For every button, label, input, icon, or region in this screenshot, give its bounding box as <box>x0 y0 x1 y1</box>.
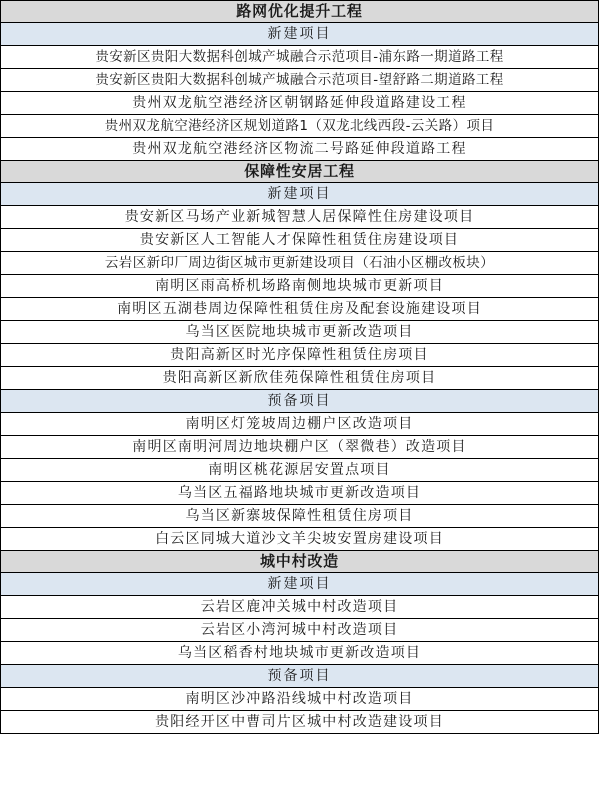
project-row <box>1 367 599 390</box>
group-label: 新建项目 <box>1 23 599 46</box>
project-row <box>1 46 599 69</box>
project-table-body <box>1 1 599 734</box>
group-label: 新建项目 <box>1 573 599 596</box>
project-name: 云岩区新印厂周边街区城市更新建设项目（石油小区棚改板块） <box>1 252 599 275</box>
project-row <box>1 252 599 275</box>
group-label: 预备项目 <box>1 665 599 688</box>
project-row <box>1 344 599 367</box>
group-row <box>1 665 599 688</box>
project-name: 贵阳高新区时光序保障性租赁住房项目 <box>1 344 599 367</box>
project-row <box>1 642 599 665</box>
project-name: 南明区雨高桥机场路南侧地块城市更新项目 <box>1 275 599 298</box>
group-row <box>1 23 599 46</box>
project-name: 贵安新区人工智能人才保障性租赁住房建设项目 <box>1 229 599 252</box>
project-name: 乌当区五福路地块城市更新改造项目 <box>1 482 599 505</box>
project-name: 贵阳经开区中曹司片区城中村改造建设项目 <box>1 711 599 734</box>
project-name: 南明区灯笼坡周边棚户区改造项目 <box>1 413 599 436</box>
group-label: 新建项目 <box>1 183 599 206</box>
project-name: 南明区南明河周边地块棚户区（翠微巷）改造项目 <box>1 436 599 459</box>
project-row <box>1 69 599 92</box>
category-row <box>1 1 599 23</box>
project-row <box>1 298 599 321</box>
project-row <box>1 528 599 551</box>
project-row <box>1 138 599 161</box>
project-row <box>1 619 599 642</box>
project-row <box>1 413 599 436</box>
project-row <box>1 505 599 528</box>
project-row <box>1 206 599 229</box>
category-title: 城中村改造 <box>1 551 599 573</box>
project-name: 贵州双龙航空港经济区物流二号路延伸段道路工程 <box>1 138 599 161</box>
project-name: 南明区五湖巷周边保障性租赁住房及配套设施建设项目 <box>1 298 599 321</box>
project-row <box>1 275 599 298</box>
project-name: 乌当区医院地块城市更新改造项目 <box>1 321 599 344</box>
project-name: 南明区桃花源居安置点项目 <box>1 459 599 482</box>
project-name: 云岩区小湾河城中村改造项目 <box>1 619 599 642</box>
group-label: 预备项目 <box>1 390 599 413</box>
project-name: 贵州双龙航空港经济区朝钢路延伸段道路建设工程 <box>1 92 599 115</box>
project-name: 贵州双龙航空港经济区规划道路1（双龙北线西段-云关路）项目 <box>1 115 599 138</box>
project-name: 贵安新区马场产业新城智慧人居保障性住房建设项目 <box>1 206 599 229</box>
category-row <box>1 551 599 573</box>
project-row <box>1 688 599 711</box>
project-name: 白云区同城大道沙文羊尖坡安置房建设项目 <box>1 528 599 551</box>
project-name: 贵阳高新区新欣佳苑保障性租赁住房项目 <box>1 367 599 390</box>
project-row <box>1 596 599 619</box>
project-row <box>1 229 599 252</box>
project-name: 贵安新区贵阳大数据科创城产城融合示范项目-浦东路一期道路工程 <box>1 46 599 69</box>
project-row <box>1 436 599 459</box>
category-title: 保障性安居工程 <box>1 161 599 183</box>
group-row <box>1 183 599 206</box>
category-title: 路网优化提升工程 <box>1 1 599 23</box>
project-name: 乌当区新寨坡保障性租赁住房项目 <box>1 505 599 528</box>
group-row <box>1 573 599 596</box>
project-row <box>1 482 599 505</box>
project-name: 南明区沙冲路沿线城中村改造项目 <box>1 688 599 711</box>
project-name: 贵安新区贵阳大数据科创城产城融合示范项目-望舒路二期道路工程 <box>1 69 599 92</box>
project-row <box>1 459 599 482</box>
group-row <box>1 390 599 413</box>
category-row <box>1 161 599 183</box>
project-row <box>1 115 599 138</box>
project-row <box>1 321 599 344</box>
project-name: 乌当区稻香村地块城市更新改造项目 <box>1 642 599 665</box>
project-name: 云岩区鹿冲关城中村改造项目 <box>1 596 599 619</box>
project-row <box>1 711 599 734</box>
project-row <box>1 92 599 115</box>
